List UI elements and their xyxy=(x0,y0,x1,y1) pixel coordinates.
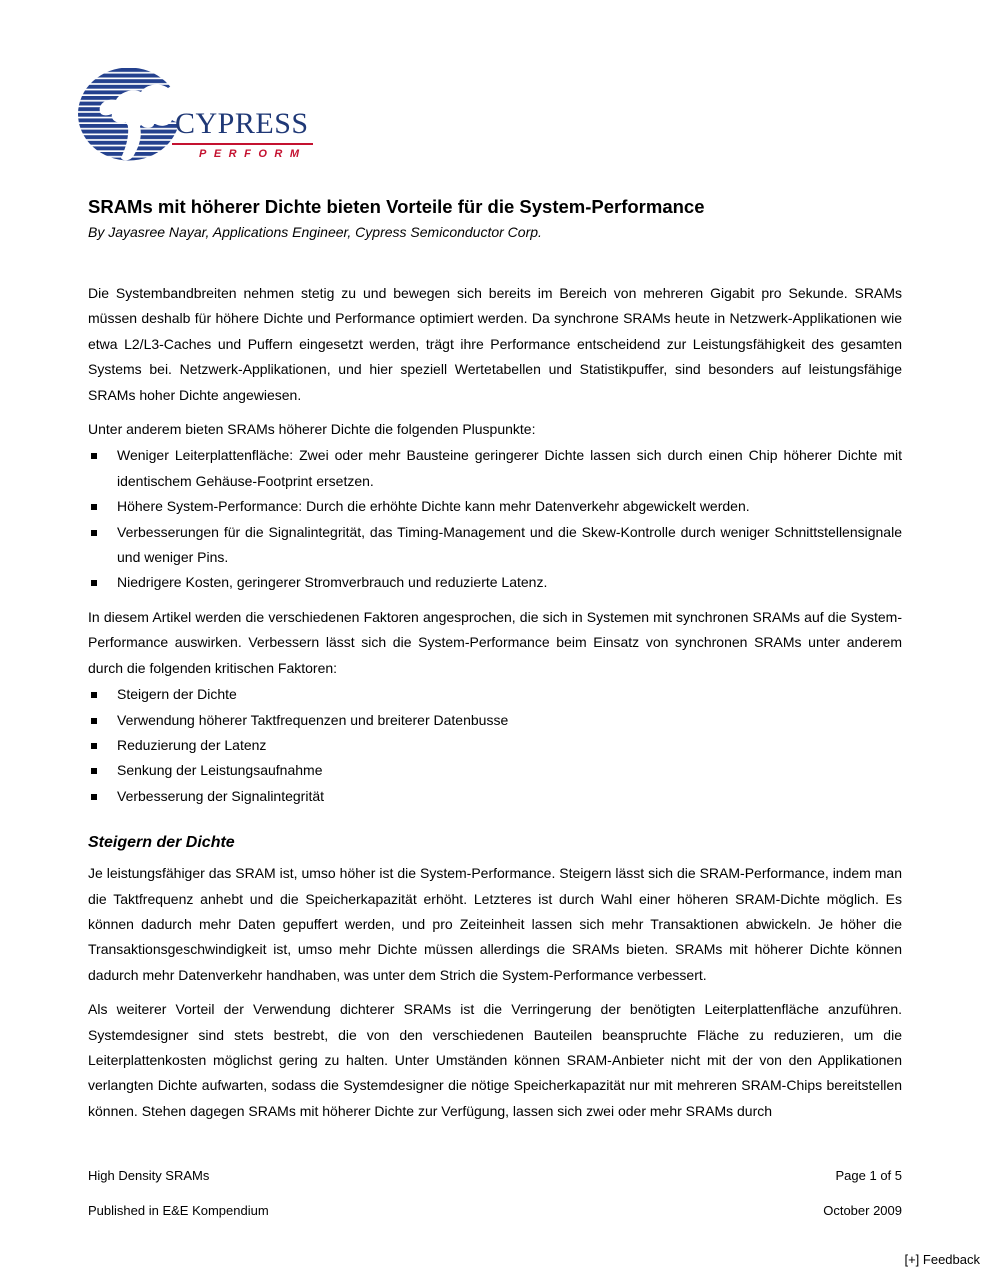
bullet-square-icon xyxy=(91,530,97,536)
faktoren-list xyxy=(88,682,902,809)
faktoren-intro: In diesem Artikel werden die verschiedenen Faktoren angesprochen, die sich in Systemen mit synchronen SRAMs auf die System-Performance auswirken. Verbessern lässt sich die System-Performance beim Einsatz von synchronen SRAMs unter anderem durch die folgenden kritischen Faktoren: xyxy=(88,608,902,676)
article-title: SRAMs mit höherer Dichte bieten Vorteile für die System-Performance xyxy=(88,196,705,217)
list-item xyxy=(88,784,902,809)
list-item xyxy=(88,733,902,758)
bullet-square-icon xyxy=(91,692,97,698)
footer-page-indicator: Page 1 of 5 xyxy=(835,1168,902,1183)
list-item-text: Weniger Leiterplattenfläche: Zwei oder mehr Bausteine geringerer Dichte lassen sich durch einen Chip höherer Dichte mit identischem Gehäuse-Footprint ersetzen. xyxy=(117,447,902,489)
footer-date: October 2009 xyxy=(823,1203,902,1218)
pluspunkte-list xyxy=(88,443,902,595)
list-item xyxy=(88,570,902,595)
pluspunkte-intro: Unter anderem bieten SRAMs höherer Dichte die folgenden Pluspunkte: xyxy=(88,421,536,438)
bullet-square-icon xyxy=(91,718,97,724)
logo-tagline: PERFORM xyxy=(199,148,307,160)
list-item-text: Höhere System-Performance: Durch die erhöhte Dichte kann mehr Datenverkehr abgewickelt werden. xyxy=(117,498,750,515)
list-item xyxy=(88,443,902,494)
list-item xyxy=(88,758,902,783)
bullet-square-icon xyxy=(91,504,97,510)
footer-publication: Published in E&E Kompendium xyxy=(88,1203,269,1218)
list-item xyxy=(88,708,902,733)
footer-document-title: High Density SRAMs xyxy=(88,1168,210,1183)
list-item-text: Verwendung höherer Taktfrequenzen und breiterer Datenbusse xyxy=(117,711,509,728)
bullet-square-icon xyxy=(91,794,97,800)
article-byline: By Jayasree Nayar, Applications Engineer, Cypress Semiconductor Corp. xyxy=(88,224,542,240)
logo-text-block xyxy=(175,107,321,160)
footer-row-2 xyxy=(88,1203,902,1219)
logo-red-rule xyxy=(172,143,313,145)
intro-paragraph: Die Systembandbreiten nehmen stetig zu und bewegen sich bereits im Bereich von mehreren Gigabit pro Sekunde. SRAMs müssen deshalb für höhere Dichte und Performance optimiert werden. Da synchrone SRAMs heute in Netzwerk-Applikationen wie etwa L2/L3-Caches und Puffern eingesetzt werden, trägt ihre Performance entscheidend zur Leistungsfähigkeit des gesamten Systems bei. Netzwerk-Applikationen, und hier speziell Wertetabellen und Statistikpuffer, sind besonders auf leistungsfähige SRAMs hoher Dichte angewiesen. xyxy=(88,285,902,403)
list-item-text: Reduzierung der Latenz xyxy=(117,736,267,753)
list-item-text: Niedrigere Kosten, geringerer Stromverbrauch und reduzierte Latenz. xyxy=(117,574,548,591)
cypress-logo xyxy=(78,67,408,163)
list-item-text: Steigern der Dichte xyxy=(117,686,237,703)
section-paragraph-2: Als weiterer Vorteil der Verwendung dichterer SRAMs ist die Verringerung der benötigten Leiterplattenfläche anzuführen. Systemdesigner sind stets bestrebt, die von den verschiedenen Bauteilen beanspruchte Fläche zu reduzieren, um die Leiterplattenkosten möglichst gering zu halten. Unter Umständen können SRAM-Anbieter nicht mit der von den Applikationen verlangten Dichte aufwarten, sodass die Systemdesigner die nötige Speicherkapazität nur mit mehreren SRAM-Chips bereitstellen können. Stehen dagegen SRAMs mit höherer Dichte zur Verfügung, lassen sich zwei oder mehr SRAMs durch xyxy=(88,1001,902,1119)
bullet-square-icon xyxy=(91,768,97,774)
feedback-link[interactable]: [+] Feedback xyxy=(904,1252,980,1267)
list-item-text: Verbesserung der Signalintegrität xyxy=(117,787,325,804)
bullet-square-icon xyxy=(91,453,97,459)
logo-brand-name: CYPRESS xyxy=(175,107,309,140)
bullet-square-icon xyxy=(91,580,97,586)
list-item xyxy=(88,520,902,571)
section-paragraph-1: Je leistungsfähiger das SRAM ist, umso höher ist die System-Performance. Steigern lässt sich die SRAM-Performance, indem man die Taktfrequenz anhebt und die Speicherkapazität erhöht. Letzteres ist durch Wahl einer höheren SRAM-Dichte möglich. Es können dadurch mehr Daten gepuffert werden, und pro Zeiteinheit lassen sich mehr Transaktionen abwickeln. Je höher die Transaktionsgeschwindigkeit ist, umso mehr Dichte müssen allerdings die SRAMs bieten. SRAMs mit höherer Dichte können dadurch mehr Datenverkehr handhaben, was unter dem Strich die System-Performance verbessert. xyxy=(88,865,902,983)
section-heading: Steigern der Dichte xyxy=(88,834,235,852)
list-item-text: Verbesserungen für die Signalintegrität, das Timing-Management und die Skew-Kontrolle durch weniger Schnittstellensignale und weniger Pins. xyxy=(117,523,902,566)
list-item-text: Senkung der Leistungsaufnahme xyxy=(117,762,323,779)
footer-row-1 xyxy=(88,1168,902,1184)
list-item xyxy=(88,682,902,707)
bullet-square-icon xyxy=(91,743,97,749)
list-item xyxy=(88,494,902,519)
